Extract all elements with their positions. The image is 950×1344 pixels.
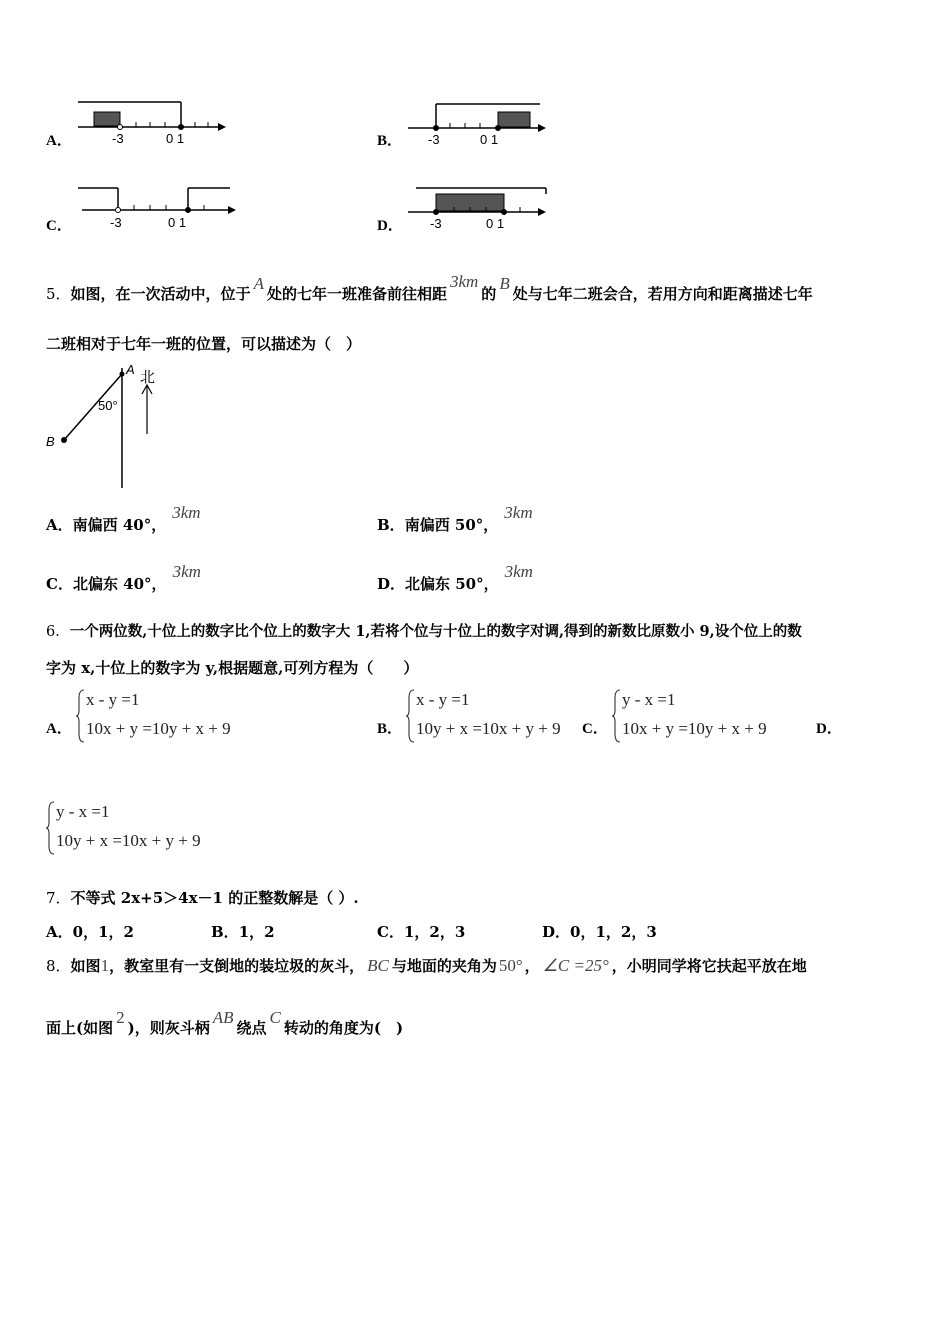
option-text: 0，1，2 <box>72 923 134 941</box>
option-text: 北偏东 40°， <box>72 575 167 593</box>
question-text: 处的七年一班准备前往相距 <box>266 285 447 303</box>
question-text: 面上(如图 <box>46 1019 114 1037</box>
tick-label: 0 1 <box>486 216 505 231</box>
question-number: 5． <box>46 285 71 303</box>
equation-1: x - y =1 <box>416 690 470 709</box>
tick-label: -3 <box>428 132 440 147</box>
option-label: B． <box>377 516 405 534</box>
question-7-line <box>46 887 359 908</box>
question-text: 与地面的夹角为 <box>391 957 497 975</box>
angle-label: 50° <box>98 398 118 413</box>
tick-label: 0 1 <box>168 215 187 230</box>
question-text: 绕点 <box>236 1019 267 1037</box>
question-6-line2: 字为 x,十位上的数字为 y,根据题意,可列方程为（ ） <box>46 659 419 677</box>
number-line-d <box>400 182 560 232</box>
tick-label: 0 1 <box>166 131 185 146</box>
q7-option-d[interactable] <box>542 921 657 942</box>
question-text: 处与七年二班会合，若用方向和距离描述七年 <box>512 285 813 303</box>
equation-2: 10x + y =10y + x + 9 <box>622 719 767 738</box>
question-text: 不等式 2x+5＞4x－1 的正整数解是（ ）. <box>70 889 359 907</box>
option-text: 1，2 <box>238 923 275 941</box>
number-line-c <box>70 182 240 232</box>
brace-icon <box>76 688 86 744</box>
equation-1: x - y =1 <box>86 690 140 709</box>
option-label: A． <box>46 133 72 149</box>
tick-label: 0 1 <box>480 132 499 147</box>
point-a: A <box>253 274 264 293</box>
direction-figure <box>40 360 180 495</box>
number-line-a <box>70 98 230 148</box>
point-c: C <box>269 1008 281 1027</box>
equation-2: 10x + y =10y + x + 9 <box>86 719 231 738</box>
option-label: C． <box>46 575 73 593</box>
segment-bc: BC <box>367 956 389 975</box>
q5-option-d[interactable] <box>377 562 533 594</box>
question-text: 如图 <box>70 957 101 975</box>
q5-option-a[interactable] <box>46 503 201 535</box>
brace-icon <box>612 688 622 744</box>
segment-ab: AB <box>212 1008 234 1027</box>
option-label: B． <box>377 721 403 737</box>
question-5-line2: 二班相对于七年一班的位置，可以描述为（ ） <box>46 335 362 353</box>
brace-icon <box>406 688 416 744</box>
option-text: 南偏西 40°， <box>72 516 167 534</box>
question-text: 转动的角度为( ) <box>283 1019 404 1037</box>
q7-option-b[interactable] <box>211 921 275 942</box>
point-b: B <box>499 274 510 293</box>
figure-label-a: A <box>126 362 135 377</box>
option-label: D． <box>377 575 406 593</box>
equation-1: y - x =1 <box>56 802 110 821</box>
option-label: A． <box>46 516 73 534</box>
figure-label-b: B <box>46 434 55 449</box>
figure-ref: 1 <box>100 956 110 975</box>
question-text: ，教室里有一支倒地的装垃圾的灰斗， <box>109 957 365 975</box>
option-distance: 3km <box>172 503 201 522</box>
tick-label: -3 <box>430 216 442 231</box>
north-label: 北 <box>140 369 156 386</box>
option-label: C． <box>46 218 72 234</box>
equation-2: 10y + x =10x + y + 9 <box>416 719 561 738</box>
option-label: A． <box>46 923 73 941</box>
option-text: 0，1，2，3 <box>570 923 657 941</box>
equation-1: y - x =1 <box>622 690 676 709</box>
question-6-line1 <box>46 620 802 641</box>
q5-option-c[interactable] <box>46 562 201 594</box>
q7-option-c[interactable] <box>377 921 465 942</box>
question-text: 如图，在一次活动中，位于 <box>70 285 251 303</box>
question-text: 一个两位数,十位上的数字比个位上的数字大 1,若将个位与十位上的数字对调,得到的新数比原数小 9,设个位上的数 <box>69 623 802 640</box>
option-text: 1，2，3 <box>403 923 466 941</box>
figure-ref: 2 <box>116 1008 125 1027</box>
option-text: 北偏东 50°， <box>405 575 499 593</box>
question-text: ， <box>524 957 540 975</box>
equation-2: 10y + x =10x + y + 9 <box>56 831 201 850</box>
option-label: C． <box>582 721 608 737</box>
option-label: C． <box>377 923 404 941</box>
angle-c: ∠C =25° <box>542 956 609 975</box>
option-label: B． <box>211 923 239 941</box>
number-line-b <box>400 98 560 148</box>
question-number: 8． <box>46 957 71 975</box>
option-label: A． <box>46 721 72 737</box>
tick-label: -3 <box>112 131 124 146</box>
option-text: 南偏西 50°， <box>404 516 499 534</box>
option-distance: 3km <box>504 503 533 522</box>
tick-label: -3 <box>110 215 122 230</box>
option-label: D． <box>542 923 571 941</box>
question-number: 7． <box>46 889 71 907</box>
question-text: )，则灰斗柄 <box>127 1019 210 1037</box>
angle-value: 50° <box>498 956 523 975</box>
option-distance: 3km <box>504 562 533 581</box>
question-5-line1 <box>46 272 813 304</box>
question-text: 的 <box>481 285 497 303</box>
option-label: D． <box>377 218 403 234</box>
option-label: B． <box>377 133 403 149</box>
question-number: 6． <box>46 624 70 640</box>
q7-option-a[interactable] <box>46 921 134 942</box>
question-text: ，小明同学将它扶起平放在地 <box>611 957 807 975</box>
option-label: D． <box>816 721 842 737</box>
q5-option-b[interactable] <box>377 503 533 535</box>
question-8-line1 <box>46 955 807 976</box>
distance-value: 3km <box>449 272 479 291</box>
question-8-line2 <box>46 1008 404 1038</box>
brace-icon <box>46 800 56 856</box>
option-distance: 3km <box>172 562 201 581</box>
